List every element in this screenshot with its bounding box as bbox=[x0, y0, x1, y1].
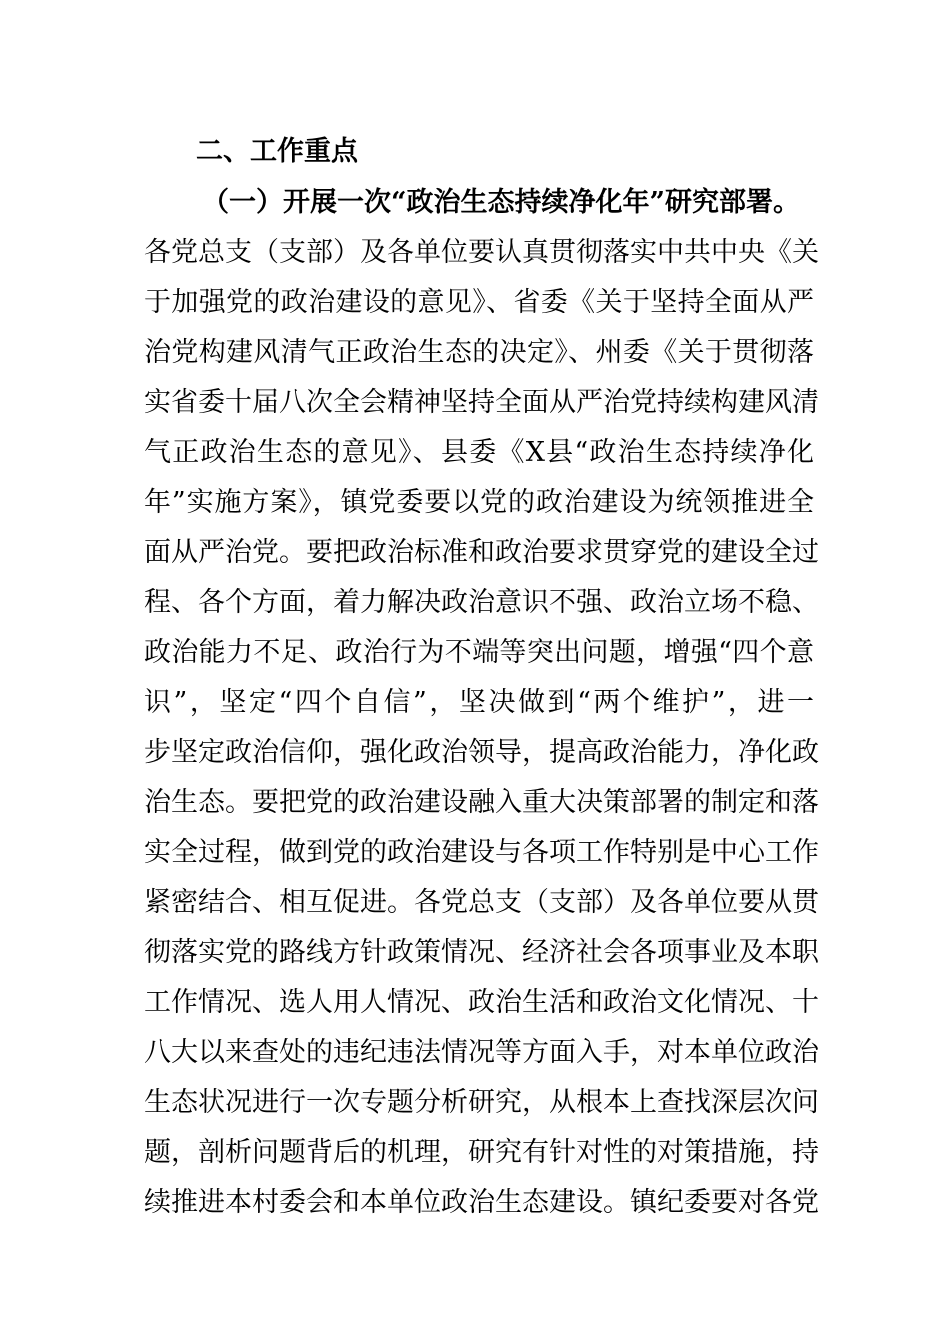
body-line: 八大以来查处的违纪违法情况等方面入手，对本单位政治 bbox=[144, 1037, 819, 1068]
body-line: 实全过程，做到党的政治建设与各项工作特别是中心工作 bbox=[144, 837, 819, 868]
body-line: 彻落实党的路线方针政策情况、经济社会各项事业及本职 bbox=[144, 937, 819, 968]
body-line: 工作情况、选人用人情况、政治生活和政治文化情况、十 bbox=[144, 987, 819, 1018]
section-heading: 二、工作重点 bbox=[196, 136, 358, 167]
body-line: 实省委十届八次全会精神坚持全面从严治党持续构建风清 bbox=[144, 387, 819, 418]
body-line: 于加强党的政治建设的意见》、省委《关于坚持全面从严 bbox=[144, 287, 814, 318]
body-line: 程、各个方面，着力解决政治意识不强、政治立场不稳、 bbox=[144, 587, 819, 618]
body-line: 政治能力不足、政治行为不端等突出问题，增强“四个意 bbox=[144, 637, 814, 668]
body-line: 紧密结合、相互促进。各党总支（支部）及各单位要从贯 bbox=[144, 887, 819, 918]
body-line: 治生态。要把党的政治建设融入重大决策部署的制定和落 bbox=[144, 787, 819, 818]
body-line: 年”实施方案》，镇党委要以党的政治建设为统领推进全 bbox=[144, 487, 814, 518]
body-line: 气正政治生态的意见》、县委《X县“政治生态持续净化 bbox=[144, 437, 814, 468]
body-line: 续推进本村委会和本单位政治生态建设。镇纪委要对各党 bbox=[144, 1187, 819, 1218]
body-line: 题，剖析问题背后的机理，研究有针对性的对策措施，持 bbox=[144, 1137, 819, 1168]
body-line: 各党总支（支部）及各单位要认真贯彻落实中共中央《关 bbox=[144, 237, 819, 268]
body-line: 步坚定政治信仰，强化政治领导，提高政治能力，净化政 bbox=[144, 737, 819, 768]
subsection-heading-line: （一）开展一次“政治生态持续净化年”研究部署。 bbox=[202, 187, 801, 218]
body-line: 识”，坚定“四个自信”，坚决做到“两个维护”，进一 bbox=[144, 687, 814, 718]
body-line: 面从严治党。要把政治标准和政治要求贯穿党的建设全过 bbox=[144, 537, 819, 568]
body-line: 生态状况进行一次专题分析研究，从根本上查找深层次问 bbox=[144, 1087, 819, 1118]
document-body bbox=[144, 178, 819, 1228]
body-line: 治党构建风清气正政治生态的决定》、州委《关于贯彻落 bbox=[144, 337, 814, 368]
